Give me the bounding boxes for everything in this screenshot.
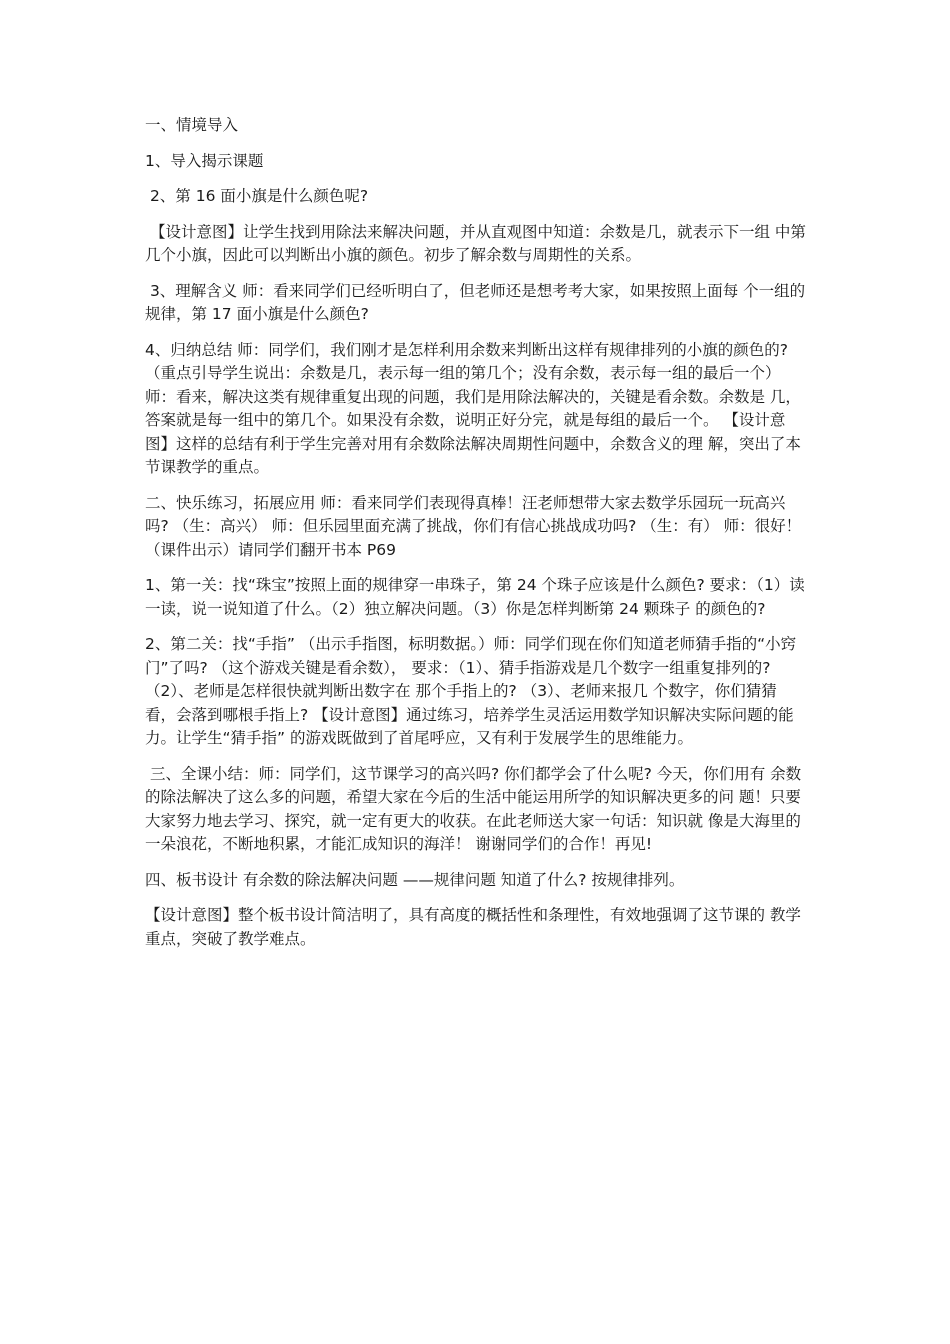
section-heading-intro: 一、情境导入: [145, 116, 239, 134]
paragraph-6: 二、快乐练习，拓展应用 师：看来同学们表现得真棒！汪老师想带大家去数学乐园玩一玩高兴吗? （生：高兴） 师：但乐园里面充满了挑战，你们有信心挑战成功吗? （生：有） 师：很好！ （课件出示）请同学们翻开书本 P69: [145, 493, 807, 559]
paragraph-3: 【设计意图】让学生找到用除法来解决问题，并从直观图中知道：余数是几，就表示下一组 中第几个小旗，因此可以判断出小旗的颜色。初步了解余数与周期性的关系。: [145, 222, 806, 264]
paragraph-9: 三、全课小结：师：同学们，这节课学习的高兴吗? 你们都学会了什么呢? 今天，你们用有 余数的除法解决了这么多的问题，希望大家在今后的生活中能运用所学的知识解决更多的问 题！只要大家努力地去学习、探究，就一定有更大的收获。在此老师送大家一句话：知识就 像是大海里的一朵浪花，不断地积累，才能汇成知识的海洋！ 谢谢同学们的合作！再见!: [145, 764, 802, 853]
paragraph-5: 4、归纳总结 师：同学们，我们刚才是怎样利用余数来判断出这样有规律排列的小旗的颜色的? （重点引导学生说出：余数是几，表示每一组的第几个；没有余数，表示每一组的最后一个） 师：看来，解决这类有规律重复出现的问题，我们是用除法解决的，关键是看余数。余数是 几，答案就是每一组中的第几个。如果没有余数，说明正好分完，就是每组的最后一个。 【设计意图】这样的总结有利于学生完善对用有余数除法解决周期性问题中，余数含义的理 解，突出了本节课教学的重点。: [145, 340, 801, 476]
paragraph-8: 2、第二关：找“手指” （出示手指图，标明数据。）师：同学们现在你们知道老师猜手指的“小窍门”了吗? （这个游戏关键是看余数）， 要求：（1）、猜手指游戏是几个数字一组重复排列的? （2）、老师是怎样很快就判断出数字在 那个手指上的? （3）、老师来报几 个数字，你们猜猜看，会落到哪根手指上? 【设计意图】通过练习，培养学生灵活运用数学知识解决实际问题的能力。让学生“猜手指” 的游戏既做到了首尾呼应，又有利于发展学生的思维能力。: [145, 635, 797, 747]
paragraph-1: 1、导入揭示课题: [145, 151, 264, 170]
paragraph-10: 四、板书设计 有余数的除法解决问题 ——规律问题 知道了什么? 按规律排列。: [145, 870, 685, 889]
paragraph-4: 3、理解含义 师：看来同学们已经听明白了，但老师还是想考考大家，如果按照上面每 个一组的规律，第 17 面小旗是什么颜色?: [145, 281, 806, 323]
document-body: [145, 114, 807, 963]
paragraph-11: 【设计意图】整个板书设计简洁明了，具有高度的概括性和条理性，有效地强调了这节课的 教学重点，突破了教学难点。: [145, 906, 801, 948]
paragraph-7: 1、第一关：找“珠宝”按照上面的规律穿一串珠子，第 24 个珠子应该是什么颜色? 要求：（1）读一读，说一说知道了什么。（2）独立解决问题。（3）你是怎样判断第 24 颗珠子 的颜色的?: [145, 576, 805, 618]
paragraph-2: 2、第 16 面小旗是什么颜色呢?: [145, 187, 369, 205]
